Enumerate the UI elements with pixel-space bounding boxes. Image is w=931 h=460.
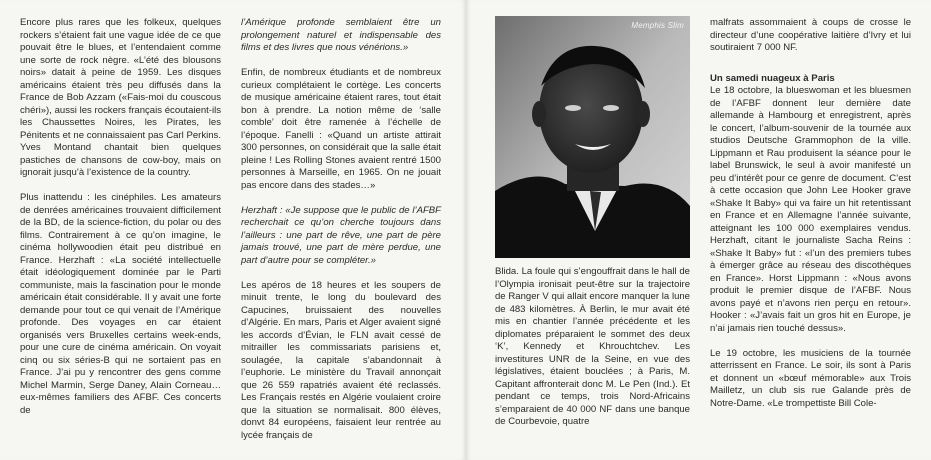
right-column-2 [710,17,911,410]
paragraph: Blida. La foule qui s’engouffrait dans le hall de l’Olympia ironisait peut-être sur la trajectoire de Ranger V qui allait encore manquer la lune de 483 kilomètres. À Berlin, le mur avait été mis en chantier l’année précédente et les diplomates préparaient le sommet des deux ‘K’, Kennedy et Khrouchtchev. Les investitures UNR de la Seine, en vue des législatives, étaient bouclées ; à Paris, M. Capitant affronterait donc M. Le Pen (Ind.). Et pendant ce temps, trois Nord-Africains s’emparaient de 40 000 NF dans une banque de Courbevoie, quatre [495,266,690,427]
paragraph: Enfin, de nombreux étudiants et de nombreux curieux complétaient le cortège. Les concerts de musique américaine étaient rares, tout était bon à prendre. La notion même de ‘salle comble’ doit être ramenée à l’échelle de l’époque. Fanelli : «Quand un artiste attirait 300 personnes, on considérait que la salle était pleine ! Les Rolling Stones avaient rentré 1500 personnes à Marseille, en 1965. On ne jouait pas encore dans des stades…» [241,67,441,191]
paragraph: malfrats assommaient à coups de crosse le directeur d’une coopérative laitière d’Ivry et lui soutiraient 7 000 NF. [710,17,911,53]
paragraph: Les apéros de 18 heures et les soupers de minuit trente, le long du boulevard des Capucines, bruissaient des nouvelles d’Algérie. En mars, Paris et Alger avaient signé les accords d’Évian, le FLN avait cessé de mitrailler les commissariats parisiens et, soulagée, la capitale s’abandonnait à l’euphorie. Le ministère du Travail annonçait que 26 559 rapatriés avaient été reclassés. Les Français restés en Algérie voulaient croire que la situation se normalisait. 800 élèves, donvt 84 européens, faisaient leur rentrée au lycée français de [241,279,441,441]
left-column-2 [241,17,441,442]
section-heading: Un samedi nuageux à Paris [710,72,835,84]
left-column-1 [20,17,221,417]
portrait-image [495,16,690,258]
right-column-1 [495,266,690,429]
paragraph: Herzhaft : «Je suppose que le public de l’AFBF recherchait ce qu’on cherche toujours dans l’ailleurs : une part de rêve, une part de père jamais trouvé, une part de mère perdue, une part d’autre pour se compléter.» [241,204,441,266]
memphis-slim-photo [495,16,690,258]
paragraph: Le 19 octobre, les musiciens de la tournée atterrissent en France. Le soir, ils sont à Paris et donnent un «bœuf mémorable» aux Trois Mailletz, un club sis rue Galande près de Notre-Dame. «Le trompettiste Bill Cole- [710,347,911,409]
paragraph: Encore plus rares que les folkeux, quelques rockers s’étaient fait une vague idée de ce que pouvait être le blues, et l’entendaient comme une sorte de rock nègre. «L’été des blousons noirs» datait à peine de 1959. Les disques américains étaient très peu diffusés dans la France de Bob Azzam («Fais-moi du couscous chéri»), aussi les rockers français écoutaient-ils les Chaussettes Noires, les Pirates, les Pénitents et ne connaissaient pas Carl Perkins. Yves Montand chantait bien quelques pastiches de chansons de cow-boy, mais on ignorait jusqu’à l’existence de la country. [20,17,221,178]
photo-caption: Memphis Slim [631,21,684,30]
paragraph: Le 18 octobre, la blueswoman et les bluesmen de l’AFBF donnent leur dernière date allemande à Hambourg et enregistrent, après le concert, l’album-souvenir de la tournée aux studios Deutsche Grammophon de la ville. Lippmann et Rau produisent la séance pour le label Brunswick, le seul à avoir manifesté un peu d’intérêt pour ce genre de document. C’est à cette occasion que John Lee Hooker grave «Shake It Baby» qui va faire un hit retentissant en France et en Allemagne l’année suivante, atteignant les 100 000 exemplaires vendus. Herzhaft, citant le journaliste Sacha Reins : «Shake It Baby» fut : «l’un des premiers tubes à émerger grâce au réseau des discothèques en France». Horst Lippmann : «Nous avons produit le premier disque de l’AFBF. Nous avons payé et n’avons rien perçu en retour». Hooker : «J’avais fait un gros hit en Europe, je n’ai jamais rien touché dessus». [710,85,911,334]
paragraph: Plus inattendu : les cinéphiles. Les amateurs de denrées américaines trouvaient difficilement de la BD, de la science-fiction, du polar ou des films. Contrairement à ce qu’on imagine, le cinéma hollywoodien était peu distribué en France. Herzhaft : «La société intellectuelle était idéologiquement dominée par le Parti communiste, mais la fascination pour le monde américain était considérable. Il y avait une forte demande pour tout ce qui venait de l’Amérique profonde. Des voyages en car étaient organisés vers Bruxelles certains week-ends, pour une cure de cinéma américain. On voyait cinq ou six séries-B qui ne sortaient pas en France. J’ai pu y rencontrer des gens comme Michel Marmin, Serge Daney, Alain Corneau… eux-mêmes familiers des AFBF. Ces concerts de [20,192,221,416]
paragraph: l’Amérique profonde semblaient être un prolongement naturel et indispensable des films et des livres que nous vénérions.» [241,17,441,53]
